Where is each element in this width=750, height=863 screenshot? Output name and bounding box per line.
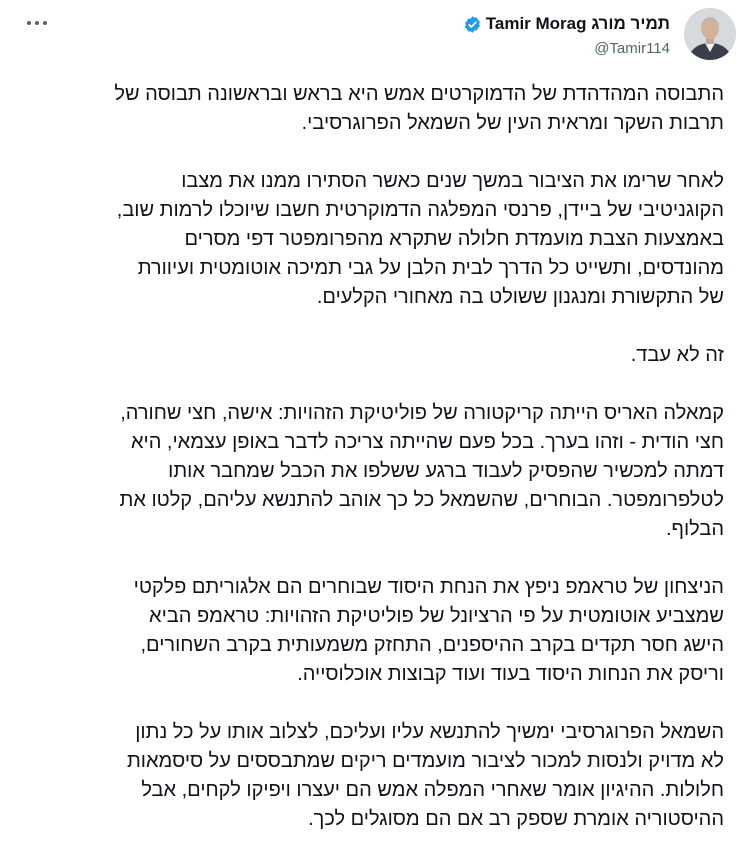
tweet-paragraph: קמאלה האריס הייתה קריקטורה של פוליטיקת הזהויות: אישה, חצי שחורה, חצי הודית - וזהו בערך. בכל פעם שהייתה צריכה לדבר באופן עצמאי, היא דמתה למכשיר שהפסיק לעבוד ברגע ששלפו את הכבל שמחבר אותו לטלפרומפטר. הבוחרים, שהשמאל כל כך אוהב להתנשא עליהם, קלטו את הבלוף. <box>119 402 724 540</box>
verified-badge-icon <box>463 15 482 34</box>
tweet-text <box>30 80 724 863</box>
avatar[interactable] <box>684 8 736 60</box>
tweet-header <box>0 0 750 72</box>
tweet-paragraph: השמאל הפרוגרסיבי ימשיך להתנשא עליו ועליכם, לצלוב אותו על כל נתון לא מדויק ולנסות למכור לציבור מועמדים ריקים שמתבססים על סיסמאות חלולות. ההיגיון אומר שאחרי המפלה אמש הם יעצרו ויפיקו לקחים, אבל ההיסטוריה אומרת שספק רב אם הם מסוגלים לכך. <box>126 721 724 830</box>
more-horizontal-icon <box>27 21 31 25</box>
author-block <box>463 12 670 57</box>
tweet-paragraph: התבוסה המהדהדת של הדמוקרטים אמש היא בראש ובראשונה תבוסה של תרבות השקר ומראית העין של השמאל הפרוגרסיבי. <box>114 83 724 134</box>
tweet-paragraph: הניצחון של טראמפ ניפץ את הנחת היסוד שבוחרים הם אלגוריתם פלקטי שמצביע אוטומטית על פי הרציונל של פוליטיקת הזהויות: טראמפ הביא הישג חסר תקדים בקרב ההיספנים, התחזק משמעותית בקרב השחורים, וריסק את הנחות היסוד בעוד ועוד קבוצות אוכלוסייה. <box>133 576 724 685</box>
tweet-paragraph: לאחר שרימו את הציבור במשך שנים כאשר הסתירו ממנו את מצבו הקוגניטיבי של ביידן, פרנסי המפלגה הדמוקרטית חשבו שיוכלו לרמות שוב, באמצעות הצבת מועמדת חלולה שתקרא מהפרומפטר דפי מסרים מהונדסים, ותשייט כל הדרך לבית הלבן על גבי תמיכה אוטומטית ועיוורת של התקשורת ומנגנון ששולט בה מאחורי הקלעים. <box>116 170 724 308</box>
tweet-paragraph: זה לא עבד. <box>630 344 724 366</box>
author-handle[interactable]: @Tamir114 <box>594 40 670 57</box>
avatar-image <box>684 8 736 60</box>
author-display-name[interactable]: תמיר מורג Tamir Morag <box>485 14 670 33</box>
more-options-button[interactable] <box>20 10 54 36</box>
